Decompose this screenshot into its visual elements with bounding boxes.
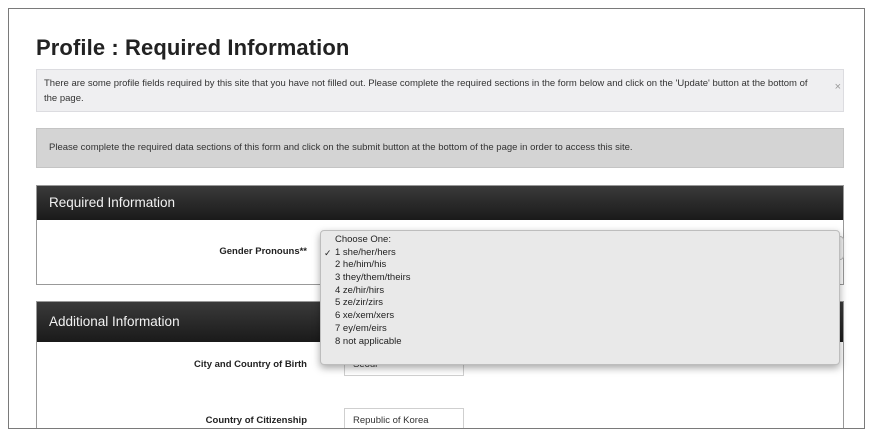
panel-header-required: Required Information bbox=[37, 186, 843, 220]
dropdown-option[interactable]: 4 ze/hir/hirs bbox=[335, 284, 385, 296]
notice-message: Please complete the required data sections of this form and click on the submit button at the bottom of the page in order to access this site. bbox=[49, 142, 633, 153]
dropdown-option[interactable]: 7 ey/em/eirs bbox=[335, 322, 387, 334]
profile-fields-alert bbox=[36, 69, 844, 112]
dropdown-option[interactable]: 8 not applicable bbox=[335, 335, 402, 347]
dropdown-option[interactable]: 2 he/him/his bbox=[335, 259, 387, 271]
citizenship-input[interactable] bbox=[344, 408, 464, 429]
access-notice bbox=[36, 128, 844, 168]
gender-pronouns-dropdown[interactable] bbox=[320, 230, 840, 365]
browser-frame bbox=[8, 8, 865, 429]
checkmark-icon: ✓ bbox=[324, 247, 332, 258]
birth-place-label: City and Country of Birth bbox=[194, 359, 307, 370]
dropdown-option[interactable]: 5 ze/zir/zirs bbox=[335, 297, 384, 309]
page-title: Profile : Required Information bbox=[36, 35, 350, 60]
dropdown-option[interactable]: 3 they/them/theirs bbox=[335, 272, 411, 284]
dropdown-placeholder: Choose One: bbox=[335, 234, 391, 245]
panel-header-additional: Additional Information bbox=[37, 302, 843, 342]
citizenship-label: Country of Citizenship bbox=[205, 415, 307, 426]
dropdown-option[interactable]: 6 xe/xem/xers bbox=[335, 310, 395, 322]
dropdown-option[interactable]: ✓ 1 she/her/hers bbox=[324, 246, 396, 258]
gender-pronouns-label: Gender Pronouns** bbox=[219, 246, 307, 257]
alert-message: There are some profile fields required by this site that you have not filled out. Please complete the required sections in the form below and click on the 'Update' button at the bottom of the page. bbox=[44, 78, 808, 104]
close-icon[interactable]: × bbox=[834, 81, 841, 93]
